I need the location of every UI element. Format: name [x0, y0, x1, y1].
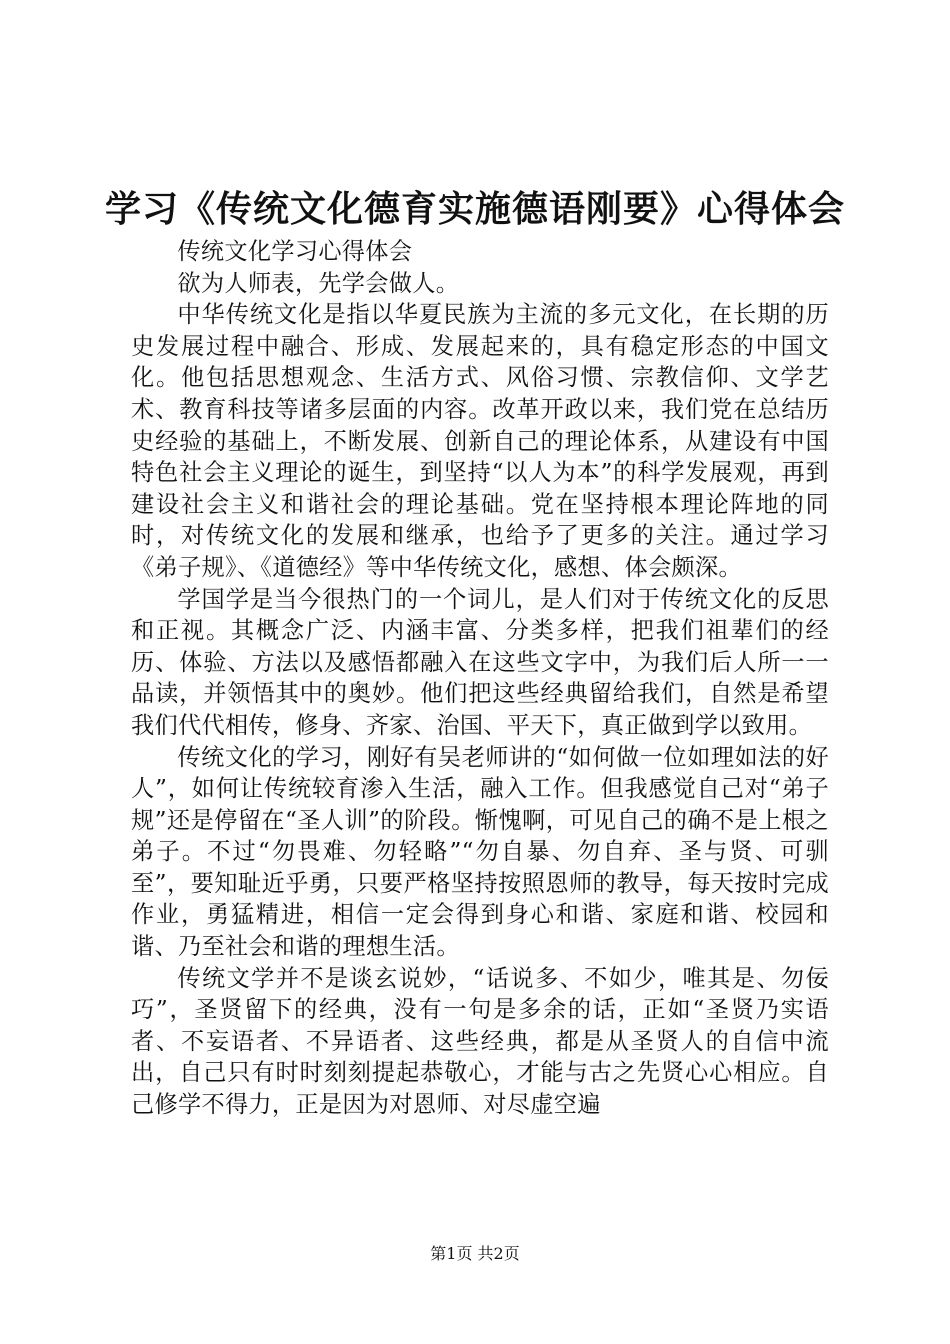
paragraph-subtitle: 传统文化学习心得体会: [177, 238, 413, 265]
paragraph: 学国学是当今很热门的一个词儿，是人们对于传统文化的反思和正视。其概念广泛、内涵丰富、分类多样，把我们祖辈们的经历、体验、方法以及感悟都融入在这些文字中，为我们后人所一一品读，并领悟其中的奥妙。他们把这些经典留给我们，自然是希望我们代代相传，修身、齐家、治国、平天下，真正做到学以致用。: [131, 585, 829, 739]
page-number-footer: 第1页 共2页: [430, 1244, 520, 1263]
paragraph-motto: 欲为人师表，先学会做人。: [177, 269, 460, 297]
paragraph: 传统文学并不是谈玄说妙，“话说多、不如少，唯其是、勿佞巧”，圣贤留下的经典，没有一句是多余的话，正如“圣贤乃实语者、不妄语者、不异语者、这些经典，都是从圣贤人的自信中流出，自己只有时时刻刻提起恭敬心，才能与古之先贤心心相应。自己修学不得力，正是因为对恩师、对尽虚空遍: [131, 964, 829, 1119]
document-body: [131, 236, 829, 1121]
document-title: 学习《传统文化德育实施德语刚要》心得体会: [104, 188, 845, 230]
paragraph: 传统文化的学习，刚好有吴老师讲的“如何做一位如理如法的好人”，如何让传统较育渗入生活，融入工作。但我感觉自己对“弟子规”还是停留在“圣人训”的阶段。惭愧啊，可见自己的确不是上根之弟子。不过“勿畏难、勿轻略”“勿自暴、勿自弃、圣与贤、可驯至”，要知耻近乎勇，只要严格坚持按照恩师的教导，每天按时完成作业，勇猛精进，相信一定会得到身心和谐、家庭和谐、校园和谐、乃至社会和谐的理想生活。: [131, 743, 829, 961]
paragraph: 中华传统文化是指以华夏民族为主流的多元文化，在长期的历史发展过程中融合、形成、发展起来的，具有稳定形态的中国文化。他包括思想观念、生活方式、风俗习惯、宗教信仰、文学艺术、教育科技等诸多层面的内容。改革开政以来，我们党在总结历史经验的基础上，不断发展、创新自己的理论体系，从建设有中国特色社会主义理论的诞生，到坚持“以人为本”的科学发展观，再到建设社会主义和谐社会的理论基础。党在坚持根本理论阵地的同时，对传统文化的发展和继承，也给予了更多的关注。通过学习《弟子规》、《道德经》等中华传统文化，感想、体会颇深。: [131, 301, 829, 581]
